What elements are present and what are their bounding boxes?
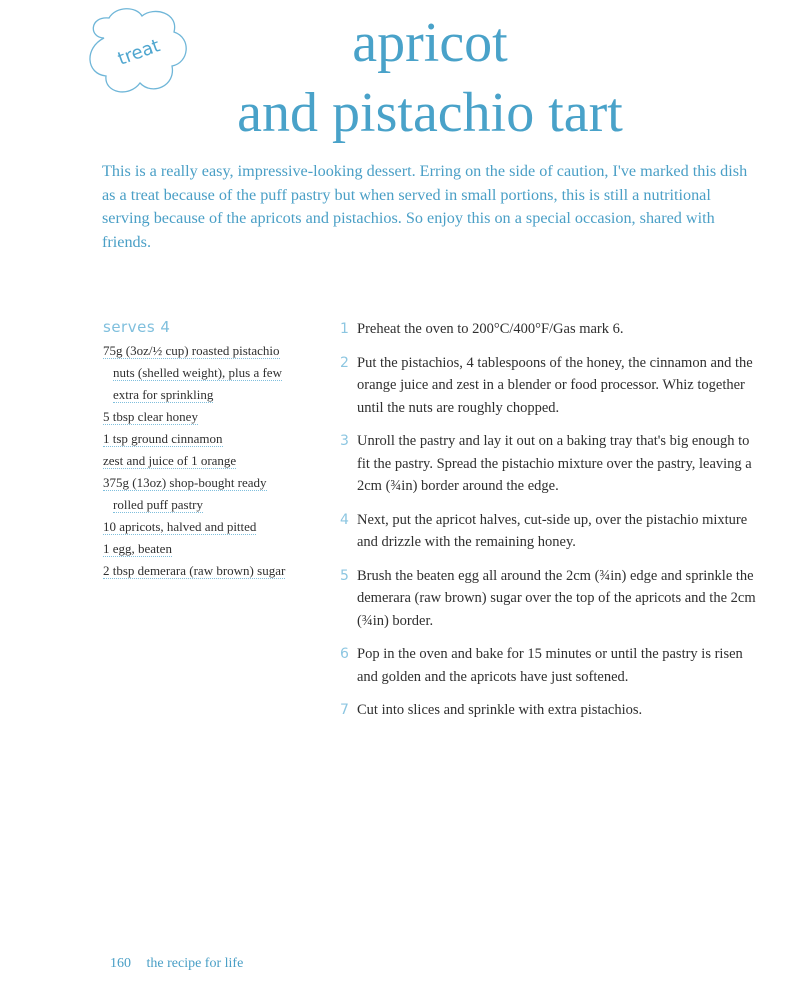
step-number: 4 bbox=[340, 511, 349, 528]
step-number: 3 bbox=[340, 433, 349, 449]
serves-label: serves 4 bbox=[103, 318, 171, 336]
method-step bbox=[340, 352, 760, 420]
step-number: 6 bbox=[340, 646, 349, 662]
ingredient-item: 5 tbsp clear honey bbox=[103, 409, 198, 424]
method-step bbox=[340, 643, 760, 688]
ingredient-item: 375g (13oz) shop-bought ready rolled puff pastry bbox=[103, 475, 267, 512]
step-number: 7 bbox=[340, 702, 349, 718]
ingredient-item: 1 tsp ground cinnamon bbox=[103, 431, 223, 446]
method-step bbox=[340, 699, 760, 722]
method-step bbox=[340, 509, 760, 554]
page-footer bbox=[110, 956, 243, 972]
step-number: 1 bbox=[340, 321, 349, 337]
step-text: Put the pistachios, 4 tablespoons of the honey, the cinnamon and the orange juice and zest in a blender or food processor. Whiz together until the nuts are roughly chopped. bbox=[357, 354, 753, 416]
method-step bbox=[340, 318, 760, 341]
method-step bbox=[340, 430, 760, 498]
badge-label: treat bbox=[115, 35, 163, 70]
ingredient-item: 1 egg, beaten bbox=[103, 541, 172, 556]
book-title: the recipe for life bbox=[146, 956, 244, 971]
ingredient-item: 75g (3oz/½ cup) roasted pistachio nuts (shelled weight), plus a few extra for sprinkling bbox=[103, 343, 282, 402]
recipe-title-line1: apricot bbox=[352, 12, 508, 74]
step-text: Pop in the oven and bake for 15 minutes or until the pastry is risen and golden and the apricots have just softened. bbox=[357, 646, 743, 685]
step-text: Brush the beaten egg all around the 2cm (¾in) edge and sprinkle the demerara (raw brown) sugar over the top of the apricots and the 2cm (¾in) border. bbox=[357, 567, 756, 629]
ingredient-item: zest and juice of 1 orange bbox=[103, 453, 237, 468]
step-text: Next, put the apricot halves, cut-side up, over the pistachio mixture and drizzle with the remaining honey. bbox=[357, 511, 748, 550]
recipe-title-line2: and pistachio tart bbox=[237, 82, 623, 144]
ingredient-item: 10 apricots, halved and pitted bbox=[103, 519, 257, 534]
step-number: 2 bbox=[340, 354, 349, 371]
method-steps bbox=[340, 318, 760, 733]
step-text: Unroll the pastry and lay it out on a baking tray that's big enough to fit the pastry. Spread the pistachio mixture over the pastry, leaving a 2cm (¾in) border around the edge. bbox=[357, 433, 752, 494]
step-number: 5 bbox=[340, 567, 349, 584]
intro-paragraph: This is a really easy, impressive-looking dessert. Erring on the side of caution, I've marked this dish as a treat because of the puff pastry but when served in small portions, this is still a nutritional serving because of the apricots and pistachios. So enjoy this on a special occasion, shared with friends. bbox=[102, 162, 748, 251]
step-text: Cut into slices and sprinkle with extra pistachios. bbox=[357, 702, 643, 718]
ingredient-item: 2 tbsp demerara (raw brown) sugar bbox=[103, 563, 286, 578]
method-step bbox=[340, 565, 760, 633]
ingredients-list bbox=[103, 318, 293, 582]
step-text: Preheat the oven to 200°C/400°F/Gas mark 6. bbox=[357, 321, 624, 337]
page-number: 160 bbox=[110, 956, 131, 971]
